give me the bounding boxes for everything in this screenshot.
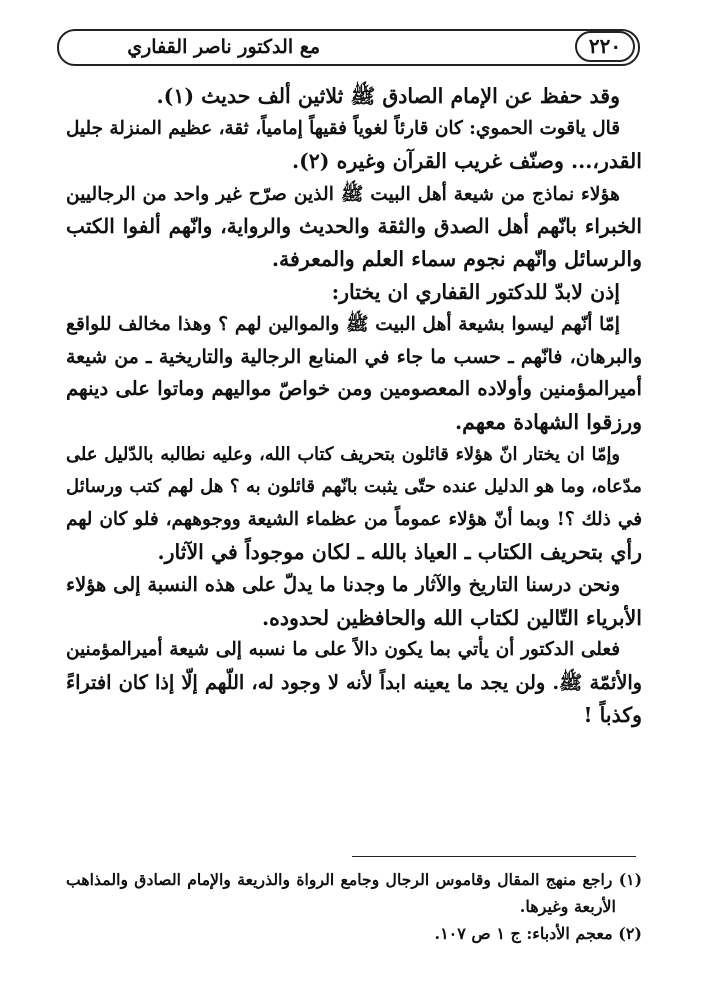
- text-line: ورزقوا الشهادة معهم.: [455, 409, 642, 434]
- footnote-line: (٢) معجم الأدباء: ج ١ ص ١٠٧.: [434, 924, 642, 943]
- paragraph: [66, 439, 642, 569]
- body-text: [66, 80, 642, 732]
- text-line: مدّعاه، وما هو الدليل عنده حتّى يثبت بانّهم قائلون به ؟ هل لهم كتب ورسائل: [66, 476, 642, 498]
- text-line: وإمّا ان يختار انّ هؤلاء قائلون بتحريف كتاب الله، وعليه نطالبه بالدّليل على: [66, 443, 620, 465]
- text-line: الخبراء بانّهم أهل الصدق والثقة والحديث والرواية، وانّهم ألفوا الكتب: [66, 214, 642, 239]
- text-line: فعلى الدكتور أن يأتي بما يكون دالاً على ما نسبه إلى شيعة أميرالمؤمنين: [66, 639, 620, 661]
- text-line: والرسائل وانّهم نجوم سماء العلم والمعرفة.: [271, 246, 642, 271]
- paragraph: [66, 80, 642, 113]
- text-line: القدر،... وصنّف غريب القرآن وغيره (٢).: [291, 149, 642, 174]
- text-line: والأئمّة ﷺ. ولن يجد ما يعينه ابداً لأنه لا وجود له، اللّهم إلّا إذا كان افتراءً: [66, 670, 642, 694]
- paragraph: [66, 113, 642, 178]
- page-number: ٢٢٠: [575, 31, 635, 62]
- text-line: إمّا أنّهم ليسوا بشيعة أهل البيت ﷺ والموالين لهم ؟ وهذا مخالف للواقع: [66, 313, 620, 336]
- text-line: رأي بتحريف الكتاب ـ العياذ بالله ـ لكان موجوداً في الآثار.: [157, 540, 642, 565]
- text-line: أميرالمؤمنين وأولاده المعصومين ومن خواصّ مواليهم وماتوا على دينهم: [66, 377, 642, 401]
- footnote: [66, 920, 642, 947]
- paragraph: [66, 634, 642, 732]
- paragraph: [66, 276, 642, 309]
- paragraph: [66, 308, 642, 438]
- text-line: وقد حفظ عن الإمام الصادق ﷺ ثلاثين ألف حديث (١).: [156, 84, 620, 108]
- paragraph: [66, 569, 642, 634]
- paragraph: [66, 178, 642, 276]
- footnote: [66, 866, 642, 920]
- text-line: الأبرياء التّالين لكتاب الله والحافظين لحدوده.: [262, 605, 642, 630]
- text-line: هؤلاء نماذج من شيعة أهل البيت ﷺ الذين صرّح غير واحد من الرجاليين: [66, 182, 620, 205]
- footnote-line: الأربعة وغيرها.: [519, 897, 616, 916]
- footnote-line: (١) راجع منهج المقال وقاموس الرجال وجامع الرواة والذريعة والإمام الصادق والمذاهب: [66, 870, 642, 889]
- text-line: ونحن درسنا التاريخ والآثار ما وجدنا ما يدلّ على هذه النسبة إلى هؤلاء: [66, 572, 620, 596]
- text-line: والبرهان، فانّهم ـ حسب ما جاء في المنابع الرجالية والتاريخية ـ من شيعة: [66, 345, 642, 368]
- footnote-separator: [352, 856, 636, 857]
- text-line: وكذباً !: [583, 703, 642, 728]
- text-line: في ذلك ؟! وبما أنّ هؤلاء عموماً من عظماء الشيعة ووجوههم، فلو كان لهم: [66, 508, 642, 530]
- text-line: قال ياقوت الحموي: كان قارئاً لغوياً فقيهاً إمامياً، ثقة، عظيم المنزلة جليل: [66, 117, 620, 139]
- text-line: إذن لابدّ للدكتور القفاري ان يختار:: [331, 279, 620, 304]
- footnotes: [66, 866, 642, 947]
- running-header-title: مع الدكتور ناصر القفاري: [127, 36, 320, 58]
